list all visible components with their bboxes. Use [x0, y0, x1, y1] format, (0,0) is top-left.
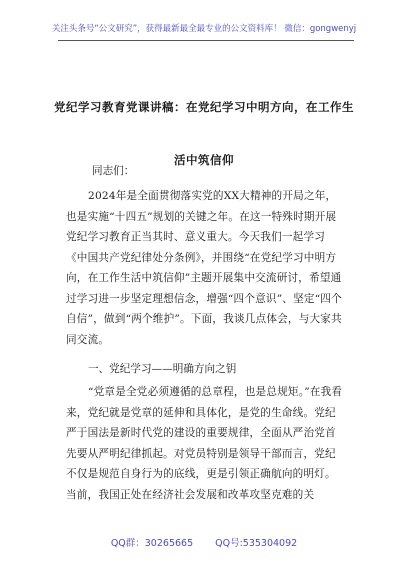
- document-title-line-2: 活中筑信仰: [174, 153, 234, 167]
- section-heading-1: 一、党纪学习——明确方向之钥: [88, 363, 237, 375]
- paragraph-intro: 2024年是全面贯彻落实党的XX大精神的开局之年，也是实施“十四五”规划的关键之年。在这一特殊时期开展党纪学习教育正当其时、意义重大。今天我们一起学习《中国共产党纪律处分条例》，并围绕“在党纪学习中明方向，在工作生活中筑信仰”主题开展集中交流研讨，希望通过学习进一步坚定理想信念，增强“四个意识”、坚定“四个自信”，做到“两个维护”。下面，我谈几点体会，与大家共同交流。: [66, 190, 342, 346]
- paragraph-section-1: “党章是全党必须遵循的总章程，也是总规矩。”在我看来，党纪就是党章的延伸和具体化，是党的生命线。党纪严于国法是新时代党的建设的重要规律，全面从严治党首先要从严明纪律抓起。对党员特别是领导干部而言，党纪不仅是规范自身行为的底线，更是引领正确航向的明灯。当前，我国正处在经济社会发展和改革攻坚克难的关: [66, 386, 343, 501]
- footer-qq-number: QQ号:535304092: [215, 538, 298, 549]
- footer-contact: [0, 535, 408, 549]
- header-banner: 关注头条号“公文研究”，获得最新最全最专业的公文资料库！ 微信：gongwenyj: [51, 24, 357, 34]
- header-divider: [58, 40, 354, 41]
- footer-qq-group: QQ群：30265665: [110, 538, 194, 549]
- document-title-line-1: 党纪学习教育党课讲稿：在党纪学习中明方向，在工作生: [54, 100, 354, 114]
- salutation: 同志们：: [92, 165, 135, 177]
